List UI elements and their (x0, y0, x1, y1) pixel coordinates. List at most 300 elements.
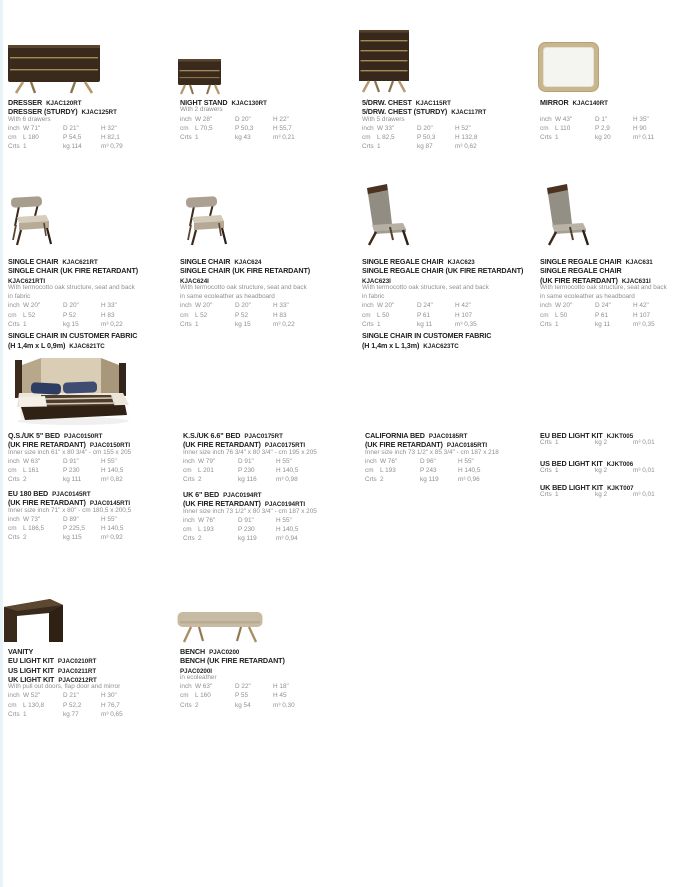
spec-cell: kg 2 (595, 439, 608, 447)
product-name: BENCH (180, 647, 206, 656)
spec-row (8, 701, 176, 710)
spec-cell: P 61 (417, 311, 431, 319)
product-title-line (8, 645, 176, 654)
spec-cell: inch (183, 457, 195, 465)
spec-cell: inch (180, 683, 192, 691)
spec-cell: P 50,3 (235, 124, 254, 132)
spec-cell: cm (180, 124, 189, 132)
product-name: UK LIGHT KIT (8, 674, 55, 684)
spec-cell: cm (540, 311, 549, 319)
product-description: With termocotto oak structure, seat and back (362, 283, 489, 291)
product-name: SINGLE REGALE CHAIR (362, 257, 444, 266)
spec-cell: 1 (555, 491, 559, 499)
product-name: SINGLE CHAIR (UK FIRE RETARDANT) (180, 266, 311, 276)
spec-row (8, 142, 176, 151)
spec-row (8, 457, 176, 466)
product-description: Inner size inch 73 1/2" x 80 3/4" - cm 187 x 205 (183, 507, 317, 515)
spec-cell: H 33" (273, 302, 289, 310)
spec-cell: m³ 0,01 (633, 439, 655, 447)
product-title-line (365, 429, 533, 438)
spec-row (8, 475, 176, 484)
product-description: With termocotto oak structure, seat and back (180, 283, 307, 291)
product-ks-uk-66-bed (183, 429, 351, 485)
spec-cell: L 82,5 (377, 134, 395, 142)
product-title-line (183, 438, 351, 450)
spec-cell: H 52" (455, 124, 471, 132)
product-code: KJKT006 (606, 461, 634, 468)
product-code: KJAC624 (234, 259, 262, 266)
product-code: KJAC624I (180, 277, 209, 285)
product-name: SINGLE CHAIR IN CUSTOMER FABRIC (362, 331, 492, 341)
product-title-line (8, 487, 176, 496)
spec-cell: kg 54 (235, 701, 251, 709)
spec-cell: L 50 (377, 311, 390, 319)
product-title-line (540, 457, 690, 466)
spec-cell: m³ 0,96 (458, 476, 480, 484)
spec-cell: H 55" (101, 457, 117, 465)
spec-cell: 1 (555, 439, 559, 447)
spec-cell: L 130,8 (23, 701, 45, 709)
spec-cell: kg 43 (235, 134, 251, 142)
spec-cell: 1 (555, 134, 559, 142)
product-vanity (8, 645, 176, 719)
spec-cell: cm (8, 467, 17, 475)
spec-cell: inch (365, 457, 377, 465)
spec-cell: W 79" (198, 457, 216, 465)
spec-row (540, 301, 690, 310)
spec-row (362, 320, 534, 329)
spec-row (8, 311, 176, 320)
spec-row (8, 533, 176, 542)
spec-cell: m³ 0,22 (101, 321, 123, 329)
spec-cell: H 30" (101, 692, 117, 700)
spec-cell: L 180 (23, 134, 39, 142)
spec-cell: inch (540, 302, 552, 310)
product-code: KJAC117RT (451, 109, 487, 117)
bench-image (177, 611, 263, 648)
product-code: KJAC631 (625, 259, 653, 266)
product-eu-bed-light-kit (540, 429, 690, 448)
product-name: 5/DRW. CHEST (STURDY) (362, 107, 448, 117)
product-title-line (183, 497, 351, 509)
product-night-stand (180, 96, 348, 142)
spec-cell: H 76,7 (101, 701, 120, 709)
spec-cell: W 76" (380, 457, 398, 465)
product-name: EU 180 BED (8, 489, 49, 498)
product-title-line (362, 105, 530, 117)
spec-cell: kg 15 (235, 321, 251, 329)
product-title-line (180, 264, 348, 276)
product-name: BENCH (UK FIRE RETARDANT) (180, 656, 285, 666)
spec-cell: W 63" (195, 683, 213, 691)
product-qs-uk-5-bed (8, 429, 176, 485)
spec-cell: D 22" (235, 683, 251, 691)
spec-row (362, 142, 530, 151)
product-code: KJAC115RT (415, 100, 451, 107)
spec-cell: P 54,5 (63, 134, 82, 142)
product-title-line (540, 274, 690, 283)
product-title-line (8, 673, 176, 682)
product-single-chair-624 (180, 255, 348, 329)
spec-cell: P 52,2 (63, 701, 82, 709)
product-name: UK 6" BED (183, 490, 220, 499)
spec-cell: W 76" (198, 516, 216, 524)
spec-cell: cm (180, 692, 189, 700)
product-eu-180-bed (8, 487, 176, 543)
spec-cell: H 82,1 (101, 134, 120, 142)
spec-cell: kg 111 (63, 476, 82, 484)
spec-cell: H 83 (273, 311, 287, 319)
spec-cell: 2 (198, 535, 202, 543)
product-code: PJAC0185RT (428, 433, 468, 440)
spec-cell: W 20" (377, 302, 395, 310)
spec-row (8, 524, 176, 533)
product-title-line (8, 339, 176, 348)
spec-cell: H 83 (101, 311, 115, 319)
spec-cell: Crts (8, 711, 20, 719)
spec-row (180, 133, 348, 142)
mirror-image (538, 42, 599, 97)
product-title-line (180, 96, 348, 105)
product-title-line (365, 438, 533, 450)
spec-cell: kg 20 (595, 134, 611, 142)
spec-cell: D 96" (420, 457, 436, 465)
product-dresser (8, 96, 176, 152)
spec-row (180, 682, 348, 691)
spec-cell: inch (8, 124, 20, 132)
spec-cell: L 161 (23, 467, 39, 475)
spec-cell: H 55" (276, 457, 292, 465)
product-description: With pull out doors, flap door and mirror (8, 683, 121, 691)
product-title-line (183, 429, 351, 438)
spec-cell: H 140,5 (458, 467, 481, 475)
spec-cell: cm (180, 311, 189, 319)
spec-cell: H 55" (458, 457, 474, 465)
product-code: PJAC0175RTI (264, 442, 306, 450)
spec-cell: Crts (362, 143, 374, 151)
product-description: in fabric (362, 293, 385, 301)
spec-cell: Crts (8, 143, 20, 151)
spec-cell: m³ 0,94 (276, 535, 298, 543)
product-code: PJAC0194RTI (264, 501, 306, 509)
spec-row (365, 475, 533, 484)
spec-row (8, 301, 176, 310)
product-single-regale-chair-623 (362, 255, 534, 348)
spec-cell: m³ 0,01 (633, 467, 655, 475)
spec-cell: H 132,8 (455, 134, 478, 142)
product-name: SINGLE CHAIR (180, 257, 231, 266)
product-code: KJKT005 (606, 433, 634, 440)
page-left-edge (0, 0, 3, 887)
spec-row (362, 311, 534, 320)
spec-cell: D 91" (238, 457, 254, 465)
spec-cell: cm (362, 134, 371, 142)
spec-cell: Crts (540, 439, 552, 447)
product-name: EU LIGHT KIT (8, 656, 54, 666)
spec-cell: inch (8, 515, 20, 523)
product-description: in fabric (8, 293, 31, 301)
single-chair-621-image (8, 192, 55, 252)
spec-cell: H 140,5 (101, 525, 124, 533)
product-name: SINGLE REGALE CHAIR (540, 266, 622, 276)
product-bench (180, 645, 348, 710)
product-code: KJAC621TC (69, 342, 105, 350)
product-single-chair-621 (8, 255, 176, 348)
product-name: (UK FIRE RETARDANT) (183, 499, 261, 509)
spec-row (180, 320, 348, 329)
product-code: PJAC0210RT (57, 658, 97, 666)
spec-row (540, 320, 690, 329)
product-code: KJAC623I (362, 277, 391, 285)
spec-cell: Crts (180, 701, 192, 709)
single-regale-chair-631-image (540, 182, 590, 252)
product-name: SINGLE CHAIR IN CUSTOMER FABRIC (8, 331, 138, 341)
spec-cell: cm (8, 134, 17, 142)
spec-row (180, 115, 348, 124)
product-code: KJAC631I (621, 277, 651, 285)
product-description: With 6 drawers (8, 115, 51, 123)
product-code: PJAC0145RTI (89, 500, 131, 508)
spec-cell: W 52" (23, 692, 41, 700)
product-5drw-chest (362, 96, 530, 152)
product-name: (H 1,4m x L 1,3m) (362, 340, 420, 350)
spec-cell: m³ 0,82 (101, 476, 123, 484)
spec-cell: Crts (540, 134, 552, 142)
spec-row (362, 124, 530, 133)
product-code: KJAC120RT (46, 100, 82, 107)
spec-cell: kg 15 (63, 321, 79, 329)
spec-row (8, 320, 176, 329)
product-mirror (540, 96, 690, 142)
vanity-image (2, 597, 65, 648)
spec-cell: L 70,5 (195, 124, 213, 132)
spec-cell: kg 119 (420, 476, 439, 484)
product-code: KJAC621RTI (8, 277, 46, 285)
spec-cell: 1 (377, 143, 381, 151)
spec-cell: P 2,9 (595, 124, 610, 132)
spec-cell: H 18" (273, 683, 289, 691)
product-name: US LIGHT KIT (8, 665, 54, 675)
spec-row (180, 701, 348, 710)
product-name: VANITY (8, 647, 34, 656)
product-code: PJAC0211RT (57, 667, 97, 675)
spec-cell: H 55,7 (273, 124, 292, 132)
spec-row (540, 115, 690, 124)
product-code: KJAC623TC (423, 342, 459, 350)
spec-row (8, 710, 176, 719)
product-us-bed-light-kit (540, 457, 690, 476)
spec-cell: inch (180, 302, 192, 310)
spec-cell: kg 114 (63, 143, 82, 151)
spec-row (540, 466, 690, 475)
spec-cell: Crts (180, 134, 192, 142)
spec-cell: D 24" (417, 302, 433, 310)
spec-row (180, 124, 348, 133)
product-description: With 2 drawers (180, 106, 223, 114)
spec-cell: D 91" (63, 457, 79, 465)
spec-cell: L 52 (195, 311, 208, 319)
5drw-chest-image (357, 29, 411, 98)
spec-cell: H 55" (101, 515, 117, 523)
spec-cell: P 50,3 (417, 134, 436, 142)
spec-row (540, 311, 690, 320)
spec-row (183, 475, 351, 484)
spec-cell: Crts (540, 467, 552, 475)
product-title-line (362, 329, 534, 341)
spec-cell: H 42" (455, 302, 471, 310)
product-name: EU BED LIGHT KIT (540, 431, 603, 440)
product-name: (UK FIRE RETARDANT) (365, 440, 443, 450)
spec-cell: H 140,5 (276, 526, 299, 534)
spec-cell: P 230 (63, 467, 80, 475)
spec-cell: Crts (540, 321, 552, 329)
product-title-line (8, 329, 176, 341)
product-code: PJAC0175RT (244, 433, 283, 440)
product-california-bed (365, 429, 533, 485)
spec-cell: 2 (198, 476, 202, 484)
spec-row (540, 124, 690, 133)
spec-cell: D 20" (235, 302, 251, 310)
spec-cell: m³ 0,21 (273, 134, 295, 142)
night-stand-image (177, 58, 222, 100)
spec-cell: inch (8, 692, 20, 700)
product-title-line (180, 654, 348, 666)
spec-cell: cm (8, 525, 17, 533)
product-description: Inner size inch 71" x 80" - cm 180,5 x 200,5 (8, 506, 132, 514)
product-name: 5/DRW. CHEST (362, 98, 412, 107)
spec-cell: 1 (23, 321, 27, 329)
spec-cell: Crts (365, 476, 377, 484)
product-title-line (540, 429, 690, 438)
spec-cell: W 28" (195, 115, 213, 123)
spec-row (8, 466, 176, 475)
spec-cell: inch (8, 302, 20, 310)
spec-cell: H 140,5 (276, 467, 299, 475)
product-description: With 5 drawers (362, 115, 405, 123)
single-regale-chair-623-image (360, 182, 410, 252)
spec-cell: L 201 (198, 467, 214, 475)
product-code: PJAC0200 (209, 649, 240, 656)
spec-cell: L 50 (555, 311, 568, 319)
spec-cell: kg 87 (417, 143, 433, 151)
spec-cell: 1 (195, 321, 199, 329)
product-description: Inner size inch 76 3/4" x 80 3/4" - cm 195 x 205 (183, 448, 317, 456)
spec-cell: kg 119 (238, 535, 257, 543)
product-title-line (8, 429, 176, 438)
spec-row (8, 691, 176, 700)
spec-cell: kg 2 (595, 491, 608, 499)
spec-cell: L 52 (23, 311, 36, 319)
product-code: KJAC130RT (231, 100, 267, 107)
spec-row (362, 301, 534, 310)
product-code: KJAC140RT (572, 100, 608, 107)
spec-cell: m³ 0,35 (633, 321, 655, 329)
spec-cell: kg 11 (595, 321, 611, 329)
spec-cell: P 61 (595, 311, 609, 319)
spec-cell: P 230 (238, 467, 255, 475)
spec-cell: 1 (195, 134, 199, 142)
spec-row (365, 466, 533, 475)
product-uk-bed-light-kit (540, 481, 690, 500)
product-name: SINGLE CHAIR (8, 257, 59, 266)
spec-cell: H 42" (633, 302, 649, 310)
spec-cell: D 20" (417, 124, 433, 132)
spec-cell: inch (180, 115, 192, 123)
spec-cell: L 193 (380, 467, 396, 475)
spec-row (540, 490, 690, 499)
product-code: PJAC0200I (180, 667, 212, 675)
spec-row (362, 133, 530, 142)
spec-cell: 1 (23, 143, 27, 151)
spec-cell: m³ 0,30 (273, 701, 295, 709)
product-description: Inner size inch 61" x 80 3/4" - cm 155 x 205 (8, 448, 132, 456)
spec-cell: m³ 0,92 (101, 534, 123, 542)
spec-cell: D 20" (235, 115, 251, 123)
spec-row (8, 124, 176, 133)
product-code: PJAC0150RTI (89, 442, 131, 450)
product-uk-6-bed (183, 488, 351, 544)
product-name: MIRROR (540, 98, 569, 107)
spec-cell: H 22" (273, 115, 289, 123)
spec-cell: cm (183, 467, 192, 475)
spec-cell: L 186,5 (23, 525, 45, 533)
spec-cell: P 52 (63, 311, 77, 319)
product-name: DRESSER (8, 98, 43, 107)
product-title-line (540, 96, 690, 105)
spec-cell: 1 (555, 321, 559, 329)
spec-cell: inch (362, 124, 374, 132)
spec-cell: D 21" (63, 124, 79, 132)
product-title-line (8, 255, 176, 264)
spec-cell: D 21" (63, 692, 79, 700)
spec-cell: 1 (377, 321, 381, 329)
spec-cell: D 20" (63, 302, 79, 310)
spec-cell: Crts (183, 476, 195, 484)
product-name: UK BED LIGHT KIT (540, 483, 604, 492)
product-title-line (8, 496, 176, 508)
spec-cell: cm (540, 124, 549, 132)
product-description: Inner size inch 73 1/2" x 85 3/4" - cm 187 x 218 (365, 448, 499, 456)
product-title-line (180, 255, 348, 264)
spec-cell: W 43" (555, 115, 573, 123)
product-single-regale-chair-631 (540, 255, 690, 329)
spec-cell: m³ 0,35 (455, 321, 477, 329)
spec-row (365, 457, 533, 466)
product-name: Q.S./UK 5" BED (8, 431, 60, 440)
spec-cell: H 107 (455, 311, 473, 319)
product-name: SINGLE REGALE CHAIR (540, 257, 622, 266)
spec-cell: 1 (555, 467, 559, 475)
spec-cell: m³ 0,65 (101, 711, 123, 719)
spec-cell: inch (362, 302, 374, 310)
single-chair-624-image (183, 192, 230, 252)
spec-row (183, 525, 351, 534)
product-title-line (362, 264, 534, 276)
product-name: (UK FIRE RETARDANT) (540, 275, 618, 285)
product-name: SINGLE REGALE CHAIR (UK FIRE RETARDANT) (362, 266, 524, 276)
spec-row (180, 691, 348, 700)
spec-cell: inch (8, 457, 20, 465)
spec-cell: W 20" (555, 302, 573, 310)
product-code: PJAC0150RT (63, 433, 103, 440)
product-title-line (362, 96, 530, 105)
product-description: With termocotto oak structure, seat and back (540, 283, 667, 291)
dresser-image (7, 44, 101, 99)
product-title-line (183, 488, 351, 497)
spec-cell: inch (540, 115, 552, 123)
spec-cell: m³ 0,01 (633, 491, 655, 499)
spec-cell: Crts (8, 534, 20, 542)
